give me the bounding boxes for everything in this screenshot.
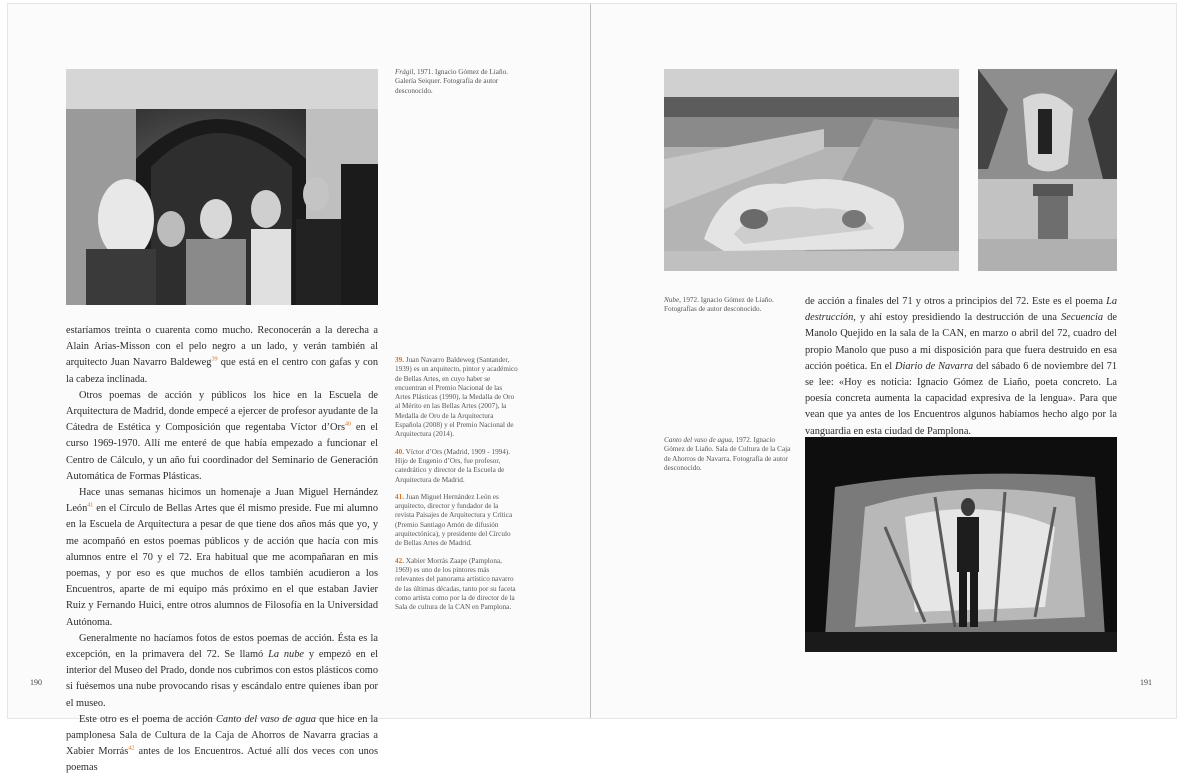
caption-fragil [395,68,525,96]
footnote-ref-41[interactable]: 41 [87,502,94,509]
caption-canto-title: Canto del vaso de agua [664,436,732,444]
footnotes [395,356,518,620]
paragraph-2: Otros poemas de acción y públicos los hice en la Escuela de Arquitectura de Madrid, donde empecé a ejercer de profesor ayudante de la Cátedra de Estética y Composición que regentaba Víctor d’Ors$^{40}$ en el curso 1969-1970. Allí me enteré de que había empezado a funcionar el Centro de Cálculo, y un año fui coordinador del Seminario de Generación Automática de Formas Plásticas. [66,389,378,482]
caption-nube-title: Nube [664,296,680,304]
caption-canto-text: , 1972. Ignacio Gómez de Liaño. Sala de Cultura de la Caja de Ahorros de Navarra. Fotografía de autor desconocido. [664,436,791,472]
paragraph-1: estaríamos treinta o cuarenta como mucho. Reconocerán a la derecha a Alain Arias-Misson con el pelo negro a un lado, y verán también al arquitecto Juan Navarro Baldeweg$^{39}$ que está en el centro con gafas y con la cabeza inclinada. [66,325,378,385]
paragraph-right: de acción a finales del 71 y otros a principios del 72. Este es el poema La destrucción, y ahí estoy presidiendo la destrucción de una Secuencia de Manolo Quejido en la sala de la CAN, en marzo o abril del 72, cuadro del propio Manolo que puso a mi disposición para que fuera destruido en esa acción poética. En el Diario de Navarra del sábado 6 de noviembre del 71 se lee: «Hoy es noticia: Ignacio Gómez de Liaño, poeta concreto. La poesía concreta aumenta la capacidad expresiva de la lengua». Para que vean que ya antes de los Encuentros algunos habíamos hecho algo por la vanguardia en esta ciudad de Pamplona. [805,296,1117,437]
page-number-left: 190 [30,678,42,687]
caption-fragil-title: Frágil [395,68,414,76]
caption-fragil-text: , 1971. Ignacio Gómez de Liaño. Galería Seiquer. Fotografía de autor desconocido. [395,68,508,95]
caption-canto [664,436,792,473]
photo-nube-plastic [664,69,959,271]
footnote-ref-42[interactable]: 42 [128,745,135,752]
footnote-40: 40. Víctor d’Ors (Madrid, 1909 - 1994). Hijo de Eugenio d’Ors, fue profesor, catedrático y director de la Escuela de Arquitectura de Madrid. [395,447,511,484]
photo-nube-statue [978,69,1117,271]
photo-fragil-crowd [66,69,378,305]
paragraph-4: Generalmente no hacíamos fotos de estos poemas de acción. Ésta es la excepción, en la primavera del 72. Se llamó La nube y empezó en el interior del Museo del Prado, donde nos cubrimos con estos plásticos como si fuésemos una nube provocando risas y escándalo entre quienes iban por el museo. [66,632,378,709]
footnote-ref-39[interactable]: 39 [211,356,218,363]
footnote-39: 39. Juan Navarro Baldeweg (Santander, 1939) es un arquitecto, pintor y académico de Bellas Artes, en cuyo haber se encuentran el Premio Nacional de las Artes Plásticas (1990), la Medalla de Oro al Mérito en las Bellas Artes (2007), la Medalla de Oro de la Arquitectura Española (2008) y el Premio Nacional de Arquitectura (2014). [395,356,518,439]
paragraph-3: Hace unas semanas hicimos un homenaje a Juan Miguel Hernández León$^{41}$ en el Círculo de Bellas Artes que él mismo preside. Fue mi alumno en la Escuela de Arquitectura a pesar de que tiene dos años más que yo, y me acompañó en estos poemas públicos y de acción que hacía con mis alumnos entre el 70 y el 72. Era habitual que me acompañaran en mis poemas, y por eso es que muchos de ellos también acudieron a los Encuentros, aparte de mi equipo más próximo en el que estaban Javier Ruiz y Fernando Huici, entre otros alumnos de Filosofía en la Universidad Autónoma. [66,487,378,628]
right-body-text [805,294,1117,440]
footnote-41: 41. Juan Miguel Hernández León es arquitecto, director y fundador de la revista Paisajes de Arquitectura y Crítica (Premio Santiago Amón de difusión arquitectónica), y presidente del Círculo de Bellas Artes de Madrid. [395,492,513,548]
page-number-right: 191 [1140,678,1152,687]
book-gutter [590,4,591,718]
footnote-42: 42. Xabier Morrás Zaape (Pamplona, 1969) es uno de los pintores más relevantes del panorama artístico navarro de las últimas décadas, tanto por su faceta como artista como por la de director de la Sala de cultura de la CAN en Pamplona. [395,556,516,612]
paragraph-5: Este otro es el poema de acción Canto del vaso de agua que hice en la pamplonesa Sala de Cultura de la Caja de Ahorros de Navarra gracias a Xabier Morrás$^{42}$ antes de los Encuentros. Actué allí dos veces con unos poemas [66,713,379,774]
caption-nube [664,296,794,315]
caption-nube-text: , 1972. Ignacio Gómez de Liaño. Fotografías de autor desconocido. [664,296,774,314]
photo-canto-performer [805,437,1117,652]
left-body-text [66,323,378,777]
footnote-ref-40[interactable]: 40 [345,421,351,428]
